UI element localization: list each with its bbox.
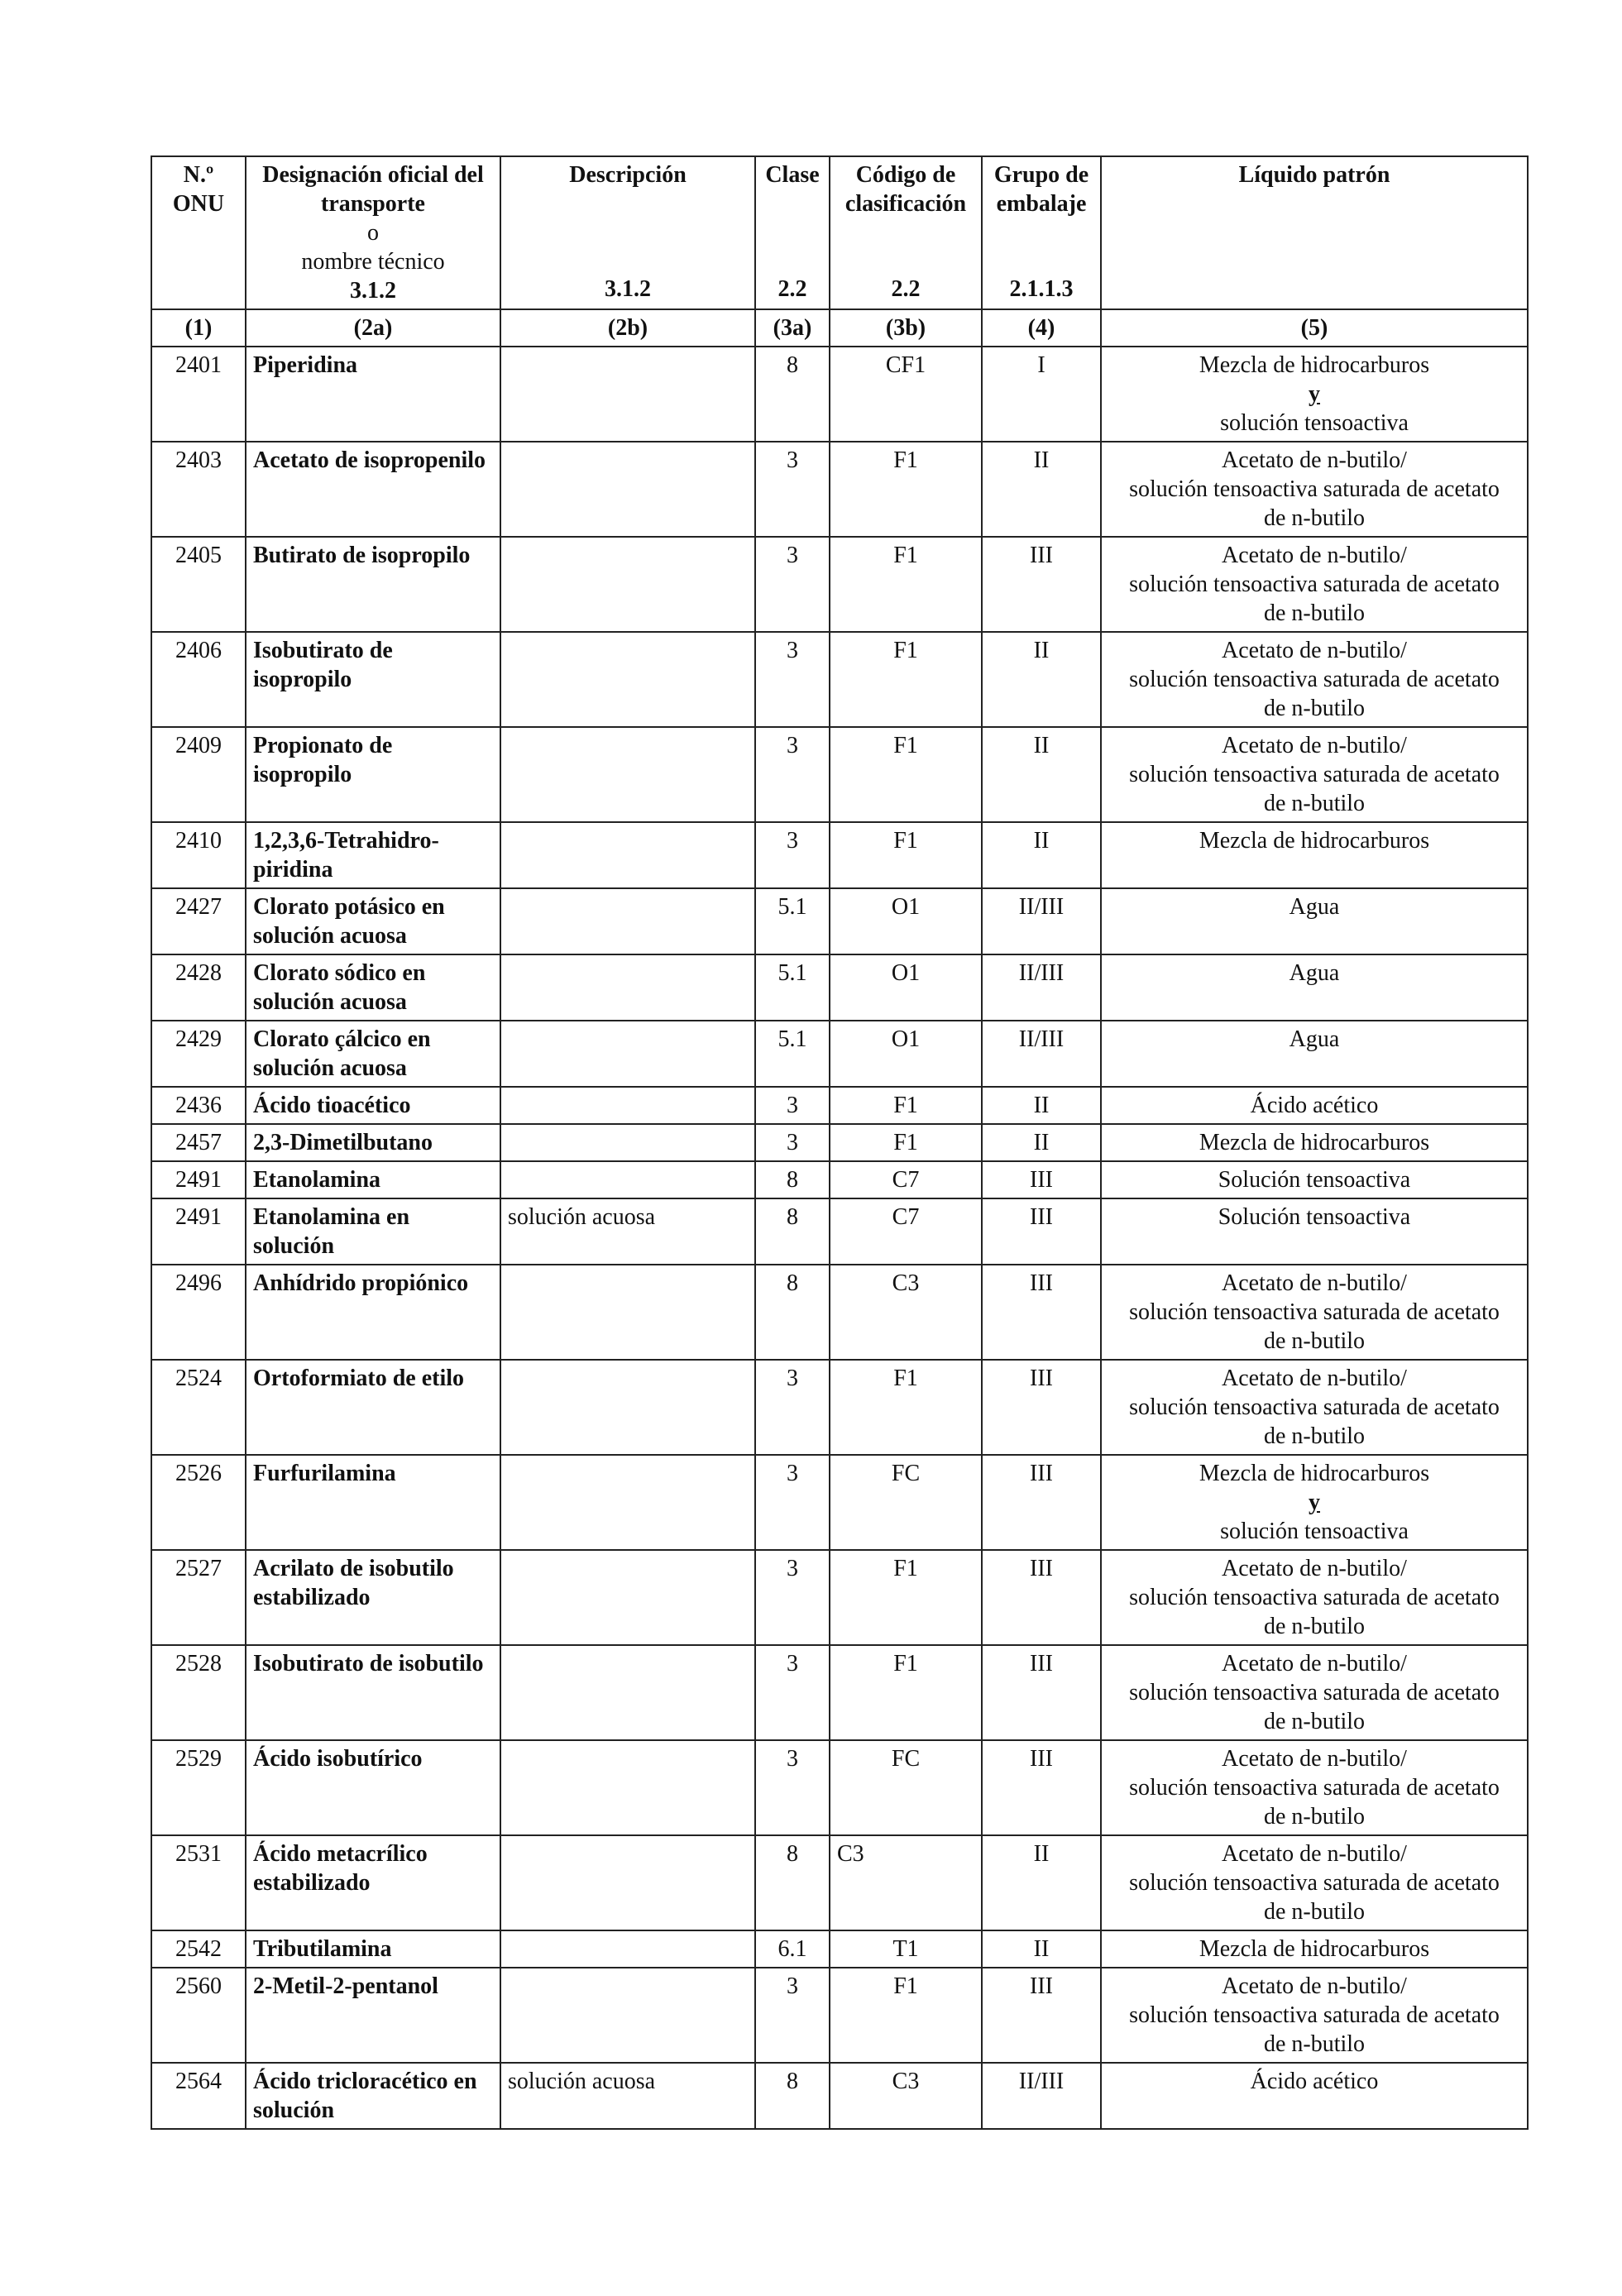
column-number: (3a): [755, 309, 830, 347]
classification-code-cell: C7: [830, 1161, 982, 1198]
classification-code-cell: FC: [830, 1740, 982, 1835]
standard-liquid-line: solución tensoactiva saturada de acetato: [1129, 572, 1500, 597]
standard-liquid-line: de n-butilo: [1263, 1709, 1366, 1734]
standard-liquid-line: Acetato de n-butilo/: [1222, 1973, 1407, 1999]
standard-liquid-line: Acetato de n-butilo/: [1222, 1556, 1407, 1581]
standard-liquid-cell: [1101, 347, 1528, 442]
standard-liquid-line: Agua: [1289, 960, 1340, 986]
un-number-cell: 2496: [151, 1265, 246, 1360]
packing-group-cell: II: [982, 442, 1101, 537]
standard-liquid-cell: [1101, 1455, 1528, 1550]
classification-code-cell: C3: [830, 2063, 982, 2129]
standard-liquid-line: de n-butilo: [1263, 1423, 1366, 1449]
standard-liquid-line: Acetato de n-butilo/: [1222, 1841, 1407, 1867]
un-number-cell: 2528: [151, 1645, 246, 1740]
column-number: (4): [982, 309, 1101, 347]
header-designation-label: Designación oficial del transporte: [262, 162, 484, 217]
un-number-cell: 2406: [151, 632, 246, 727]
classification-code-cell: O1: [830, 954, 982, 1021]
classification-code-cell: O1: [830, 888, 982, 954]
packing-group-cell: II: [982, 1930, 1101, 1968]
standard-liquid-line: de n-butilo: [1263, 696, 1366, 721]
column-number: (5): [1101, 309, 1528, 347]
class-cell: 3: [755, 1645, 830, 1740]
class-cell: 3: [755, 822, 830, 888]
column-number: (2a): [246, 309, 500, 347]
un-number-cell: 2531: [151, 1835, 246, 1930]
packing-group-cell: III: [982, 1968, 1101, 2063]
packing-group-cell: III: [982, 1550, 1101, 1645]
un-number-cell: 2564: [151, 2063, 246, 2129]
table-row: [151, 1550, 1528, 1645]
standard-liquid-cell: [1101, 1198, 1528, 1265]
un-number-cell: 2427: [151, 888, 246, 954]
standard-liquid-line: solución tensoactiva saturada de acetato: [1129, 1394, 1500, 1420]
standard-liquid-line: de n-butilo: [1263, 1899, 1366, 1925]
description-cell: [500, 1645, 755, 1740]
classification-code-cell: F1: [830, 537, 982, 632]
packing-group-cell: III: [982, 537, 1101, 632]
designation-cell: Tributilamina: [246, 1930, 500, 1968]
standard-liquid-line: Acetato de n-butilo/: [1222, 1366, 1407, 1391]
header-designation: [246, 156, 500, 309]
un-number-cell: 2457: [151, 1124, 246, 1161]
classification-code-cell: FC: [830, 1455, 982, 1550]
header-class: [755, 156, 830, 309]
header-row: [151, 156, 1528, 309]
standard-liquid-cell: [1101, 1968, 1528, 2063]
standard-liquid-line: solución tensoactiva saturada de acetato: [1129, 476, 1500, 502]
description-cell: [500, 1161, 755, 1198]
classification-code-cell: T1: [830, 1930, 982, 1968]
standard-liquid-line: Mezcla de hidrocarburos: [1199, 1130, 1430, 1155]
designation-cell: Acetato de isopropenilo: [246, 442, 500, 537]
un-number-cell: 2429: [151, 1021, 246, 1087]
table-row: [151, 1968, 1528, 2063]
header-class-ref: 2.2: [778, 276, 807, 302]
standard-liquid-cell: [1101, 1360, 1528, 1455]
packing-group-cell: II/III: [982, 1021, 1101, 1087]
standard-liquid-cell: [1101, 1645, 1528, 1740]
designation-cell: 1,2,3,6-Tetrahidro-piridina: [246, 822, 500, 888]
description-cell: [500, 1360, 755, 1455]
header-classification-code-label: Código de clasificación: [844, 162, 967, 217]
description-cell: [500, 347, 755, 442]
classification-code-cell: F1: [830, 727, 982, 822]
table-row: [151, 537, 1528, 632]
header-classification-ref: 2.2: [891, 276, 921, 302]
un-number-cell: 2410: [151, 822, 246, 888]
standard-liquid-line: solución tensoactiva saturada de acetato: [1129, 1299, 1500, 1325]
un-number-cell: 2560: [151, 1968, 246, 2063]
standard-liquid-line: solución tensoactiva saturada de acetato: [1129, 1870, 1500, 1896]
table-row: [151, 822, 1528, 888]
description-cell: [500, 727, 755, 822]
table-row: [151, 1198, 1528, 1265]
class-cell: 5.1: [755, 888, 830, 954]
description-cell: [500, 822, 755, 888]
class-cell: 3: [755, 1740, 830, 1835]
packing-group-cell: II/III: [982, 2063, 1101, 2129]
header-designation-ref: 3.1.2: [350, 278, 396, 304]
designation-cell: Ácido metacrílico estabilizado: [246, 1835, 500, 1930]
class-cell: 6.1: [755, 1930, 830, 1968]
designation-cell: Acrilato de isobutilo estabilizado: [246, 1550, 500, 1645]
standard-liquid-line: de n-butilo: [1263, 2031, 1366, 2057]
table-row: [151, 1930, 1528, 1968]
standard-liquid-cell: [1101, 537, 1528, 632]
classification-code-cell: CF1: [830, 347, 982, 442]
class-cell: 8: [755, 1265, 830, 1360]
standard-liquid-line: Mezcla de hidrocarburos: [1199, 828, 1430, 854]
standard-liquid-line: Acetato de n-butilo/: [1222, 543, 1407, 568]
table-row: [151, 347, 1528, 442]
table-body: [151, 347, 1528, 2129]
standard-liquid-line: y: [1309, 381, 1320, 407]
class-cell: 8: [755, 1835, 830, 1930]
classification-code-cell: F1: [830, 1124, 982, 1161]
designation-cell: Furfurilamina: [246, 1455, 500, 1550]
standard-liquid-line: de n-butilo: [1263, 1614, 1366, 1639]
header-class-label: Clase: [765, 162, 820, 188]
standard-liquid-line: Acetato de n-butilo/: [1222, 447, 1407, 473]
designation-cell: Etanolamina en solución: [246, 1198, 500, 1265]
class-cell: 3: [755, 1550, 830, 1645]
classification-code-cell: C3: [830, 1265, 982, 1360]
header-un-no: [151, 156, 246, 309]
description-cell: [500, 1740, 755, 1835]
column-number-row: [151, 309, 1528, 347]
standard-liquid-line: de n-butilo: [1263, 791, 1366, 816]
standard-liquid-cell: [1101, 1161, 1528, 1198]
standard-liquid-line: de n-butilo: [1263, 1328, 1366, 1354]
header-classification-code: [830, 156, 982, 309]
un-number-cell: 2428: [151, 954, 246, 1021]
standard-liquid-cell: [1101, 1930, 1528, 1968]
column-number: (1): [151, 309, 246, 347]
header-description: [500, 156, 755, 309]
standard-liquid-cell: [1101, 632, 1528, 727]
designation-cell: Butirato de isopropilo: [246, 537, 500, 632]
table-row: [151, 1740, 1528, 1835]
class-cell: 3: [755, 442, 830, 537]
table-row: [151, 1161, 1528, 1198]
standard-liquid-cell: [1101, 1740, 1528, 1835]
description-cell: [500, 1835, 755, 1930]
standard-liquid-line: Solución tensoactiva: [1218, 1167, 1411, 1193]
class-cell: 3: [755, 632, 830, 727]
description-cell: [500, 1968, 755, 2063]
standard-liquid-cell: [1101, 1021, 1528, 1087]
standard-liquid-cell: [1101, 954, 1528, 1021]
standard-liquid-line: solución tensoactiva saturada de acetato: [1129, 2002, 1500, 2028]
table-row: [151, 1645, 1528, 1740]
standard-liquid-line: Ácido acético: [1250, 2069, 1379, 2094]
classification-code-cell: O1: [830, 1021, 982, 1087]
un-number-cell: 2491: [151, 1161, 246, 1198]
classification-code-cell: F1: [830, 632, 982, 727]
table-row: [151, 727, 1528, 822]
classification-code-cell: F1: [830, 1360, 982, 1455]
packing-group-cell: III: [982, 1198, 1101, 1265]
packing-group-cell: III: [982, 1645, 1101, 1740]
description-cell: [500, 1087, 755, 1124]
header-designation-technical-name: nombre técnico: [301, 249, 445, 275]
column-number: (2b): [500, 309, 755, 347]
classification-code-cell: F1: [830, 1645, 982, 1740]
packing-group-cell: III: [982, 1161, 1101, 1198]
designation-cell: Ortoformiato de etilo: [246, 1360, 500, 1455]
table-row: [151, 1265, 1528, 1360]
standard-liquid-line: solución tensoactiva saturada de acetato: [1129, 1585, 1500, 1610]
standard-liquid-line: Acetato de n-butilo/: [1222, 1270, 1407, 1296]
un-number-cell: 2403: [151, 442, 246, 537]
class-cell: 3: [755, 1455, 830, 1550]
header-standard-liquid-label: Líquido patrón: [1238, 162, 1390, 188]
classification-code-cell: F1: [830, 1087, 982, 1124]
designation-cell: Isobutirato de isobutilo: [246, 1645, 500, 1740]
packing-group-cell: III: [982, 1455, 1101, 1550]
designation-cell: Anhídrido propiónico: [246, 1265, 500, 1360]
class-cell: 3: [755, 1968, 830, 2063]
description-cell: [500, 1550, 755, 1645]
classification-code-cell: F1: [830, 1968, 982, 2063]
packing-group-cell: I: [982, 347, 1101, 442]
designation-cell: 2-Metil-2-pentanol: [246, 1968, 500, 2063]
un-number-cell: 2527: [151, 1550, 246, 1645]
packing-group-cell: II: [982, 1835, 1101, 1930]
header-description-label: Descripción: [569, 162, 687, 188]
packing-group-cell: II/III: [982, 954, 1101, 1021]
header-standard-liquid: [1101, 156, 1528, 309]
description-cell: [500, 888, 755, 954]
designation-cell: 2,3-Dimetilbutano: [246, 1124, 500, 1161]
table-row: [151, 632, 1528, 727]
class-cell: 3: [755, 1087, 830, 1124]
standard-liquid-line: Ácido acético: [1250, 1093, 1379, 1118]
description-cell: [500, 1930, 755, 1968]
standard-liquid-line: solución tensoactiva saturada de acetato: [1129, 762, 1500, 787]
standard-liquid-cell: [1101, 888, 1528, 954]
header-packing-ref: 2.1.1.3: [1009, 276, 1074, 302]
class-cell: 3: [755, 1124, 830, 1161]
classification-code-cell: F1: [830, 1550, 982, 1645]
description-cell: [500, 632, 755, 727]
un-number-cell: 2405: [151, 537, 246, 632]
table-row: [151, 1455, 1528, 1550]
standard-liquid-line: solución tensoactiva: [1220, 1519, 1409, 1544]
header-packing-group: [982, 156, 1101, 309]
table-row: [151, 1360, 1528, 1455]
standard-liquid-line: de n-butilo: [1263, 1804, 1366, 1830]
standard-liquid-line: Acetato de n-butilo/: [1222, 733, 1407, 758]
un-number-cell: 2436: [151, 1087, 246, 1124]
designation-cell: Clorato çálcico en solución acuosa: [246, 1021, 500, 1087]
standard-liquid-line: solución tensoactiva: [1220, 410, 1409, 436]
class-cell: 8: [755, 1161, 830, 1198]
description-cell: [500, 954, 755, 1021]
designation-cell: Etanolamina: [246, 1161, 500, 1198]
description-cell: [500, 1124, 755, 1161]
packing-group-cell: II: [982, 1087, 1101, 1124]
description-cell: [500, 442, 755, 537]
class-cell: 5.1: [755, 1021, 830, 1087]
standard-liquid-cell: [1101, 1087, 1528, 1124]
classification-code-cell: F1: [830, 822, 982, 888]
description-cell: solución acuosa: [500, 2063, 755, 2129]
standard-liquid-line: de n-butilo: [1263, 505, 1366, 531]
standard-liquid-line: de n-butilo: [1263, 600, 1366, 626]
designation-cell: Isobutirato de isopropilo: [246, 632, 500, 727]
standard-liquid-line: solución tensoactiva saturada de acetato: [1129, 667, 1500, 692]
standard-liquid-line: Mezcla de hidrocarburos: [1199, 352, 1430, 378]
standard-liquid-cell: [1101, 1835, 1528, 1930]
table-row: [151, 2063, 1528, 2129]
header-packing-group-label: Grupo de embalaje: [993, 162, 1089, 217]
standard-liquid-cell: [1101, 727, 1528, 822]
packing-group-cell: III: [982, 1360, 1101, 1455]
table-row: [151, 954, 1528, 1021]
packing-group-cell: II: [982, 727, 1101, 822]
packing-group-cell: II: [982, 1124, 1101, 1161]
class-cell: 8: [755, 1198, 830, 1265]
header-un-no-label: N.º ONU: [172, 162, 225, 217]
description-cell: [500, 1021, 755, 1087]
standard-liquid-line: Acetato de n-butilo/: [1222, 1746, 1407, 1772]
packing-group-cell: II/III: [982, 888, 1101, 954]
un-number-cell: 2529: [151, 1740, 246, 1835]
designation-cell: Ácido tioacético: [246, 1087, 500, 1124]
designation-cell: Clorato potásico en solución acuosa: [246, 888, 500, 954]
un-number-cell: 2524: [151, 1360, 246, 1455]
table-row: [151, 1021, 1528, 1087]
designation-cell: Clorato sódico en solución acuosa: [246, 954, 500, 1021]
description-cell: [500, 1455, 755, 1550]
standard-liquid-line: Agua: [1289, 894, 1340, 920]
packing-group-cell: II: [982, 632, 1101, 727]
standard-liquid-line: solución tensoactiva saturada de acetato: [1129, 1680, 1500, 1705]
packing-group-cell: III: [982, 1740, 1101, 1835]
table-row: [151, 442, 1528, 537]
table-row: [151, 1087, 1528, 1124]
designation-cell: Propionato de isopropilo: [246, 727, 500, 822]
packing-group-cell: III: [982, 1265, 1101, 1360]
table-row: [151, 1124, 1528, 1161]
designation-cell: Ácido isobutírico: [246, 1740, 500, 1835]
standard-liquid-line: solución tensoactiva saturada de acetato: [1129, 1775, 1500, 1801]
standard-liquid-cell: [1101, 442, 1528, 537]
classification-code-cell: C7: [830, 1198, 982, 1265]
designation-cell: Piperidina: [246, 347, 500, 442]
header-designation-or: o: [367, 220, 379, 246]
un-number-cell: 2526: [151, 1455, 246, 1550]
class-cell: 8: [755, 2063, 830, 2129]
standard-liquid-line: Acetato de n-butilo/: [1222, 638, 1407, 663]
class-cell: 3: [755, 537, 830, 632]
class-cell: 5.1: [755, 954, 830, 1021]
description-cell: solución acuosa: [500, 1198, 755, 1265]
standard-liquid-line: y: [1309, 1490, 1320, 1515]
standard-liquid-cell: [1101, 2063, 1528, 2129]
standard-liquid-cell: [1101, 1265, 1528, 1360]
dangerous-goods-table: [151, 155, 1529, 2130]
un-number-cell: 2409: [151, 727, 246, 822]
packing-group-cell: II: [982, 822, 1101, 888]
un-number-cell: 2401: [151, 347, 246, 442]
classification-code-cell: C3: [830, 1835, 982, 1930]
standard-liquid-line: Mezcla de hidrocarburos: [1199, 1461, 1430, 1486]
table-row: [151, 888, 1528, 954]
standard-liquid-line: Acetato de n-butilo/: [1222, 1651, 1407, 1677]
classification-code-cell: F1: [830, 442, 982, 537]
un-number-cell: 2491: [151, 1198, 246, 1265]
un-number-cell: 2542: [151, 1930, 246, 1968]
description-cell: [500, 537, 755, 632]
designation-cell: Ácido tricloracético en solución: [246, 2063, 500, 2129]
header-description-ref: 3.1.2: [605, 276, 651, 302]
class-cell: 3: [755, 727, 830, 822]
standard-liquid-line: Mezcla de hidrocarburos: [1199, 1936, 1430, 1962]
table-row: [151, 1835, 1528, 1930]
class-cell: 8: [755, 347, 830, 442]
standard-liquid-line: Solución tensoactiva: [1218, 1204, 1411, 1230]
column-number: (3b): [830, 309, 982, 347]
standard-liquid-cell: [1101, 1124, 1528, 1161]
standard-liquid-cell: [1101, 822, 1528, 888]
description-cell: [500, 1265, 755, 1360]
standard-liquid-cell: [1101, 1550, 1528, 1645]
standard-liquid-line: Agua: [1289, 1026, 1340, 1052]
class-cell: 3: [755, 1360, 830, 1455]
